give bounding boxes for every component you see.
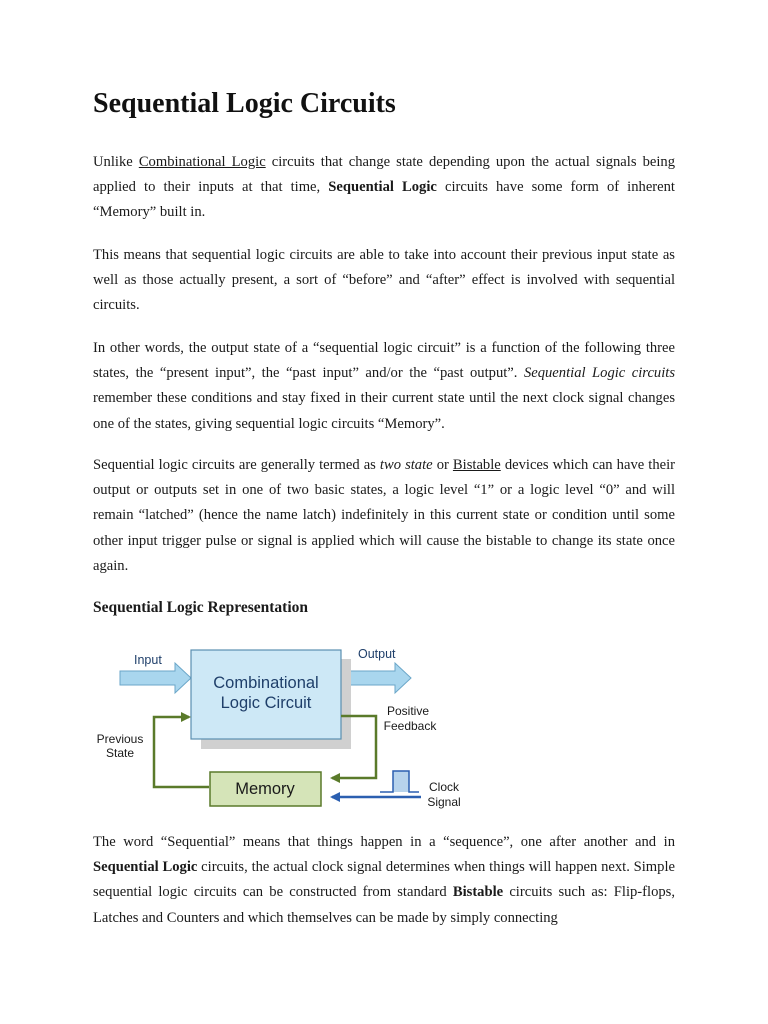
output-arrow <box>342 663 411 693</box>
p4-text-2: or <box>432 457 453 473</box>
previous-state-label-line1: Previous <box>96 732 144 746</box>
combinational-logic-link[interactable]: Combinational Logic <box>138 154 266 170</box>
bistable-link[interactable]: Bistable <box>452 457 501 473</box>
p3-text-1: In other words, the output state of a “sequential logic circuit” is a function of the following three states, the “present input”, the “past input” and/or the “past output”. <box>93 340 675 382</box>
p3-text-2: remember these conditions and stay fixed in their current state until the next clock signal changes one of the states, giving sequential logic circuits “Memory”. <box>93 390 675 432</box>
p4-text-3: devices which can have their output or outputs set in one of two basic states, a logic level “1” or a logic level “0” and will remain “latched” (hence the name latch) indefinitely in this current state or condition until some other input trigger pulse or signal is applied which will cause the bistable to change its state once again. <box>93 457 676 574</box>
section-heading: Sequential Logic Representation <box>93 599 308 616</box>
p5-bold-2: Bistable <box>452 884 504 901</box>
paragraph-sequential-word <box>93 830 675 931</box>
previous-state-label-line2: State <box>105 746 135 760</box>
paragraph-intro <box>93 150 675 226</box>
combinational-box-line1: Combinational <box>213 674 319 692</box>
output-label: Output <box>358 647 396 661</box>
input-label: Input <box>134 653 162 667</box>
feedback-label-line1: Positive <box>386 704 430 718</box>
p5-text-3: circuits such as: Flip-flops, Latches and Counters and which themselves can be made by simply connecting <box>93 884 675 926</box>
p3-italic: Sequential Logic circuits <box>523 365 676 382</box>
page-title: Sequential Logic Circuits <box>93 88 396 119</box>
p2-text: This means that sequential logic circuits are able to take into account their previous input state as well as those actually present, a sort of “before” and “after” effect is involved with sequential circuits. <box>93 247 675 314</box>
p1-text-3: circuits have some form of inherent “Memory” built in. <box>93 179 675 221</box>
p1-text-2: circuits that change state depending upon the actual signals being applied to their inputs at that time, <box>93 154 676 196</box>
paragraph-output-state <box>93 336 675 437</box>
memory-label: Memory <box>235 780 295 798</box>
paragraph-bistable <box>93 453 675 579</box>
p5-text-1: The word “Sequential” means that things happen in a “sequence”, one after another and in <box>93 834 675 850</box>
clock-label-line1: Clock <box>428 780 460 794</box>
p4-italic: two state <box>379 457 433 473</box>
sequential-logic-diagram <box>93 640 493 815</box>
p1-text-1: Unlike <box>93 154 139 170</box>
p5-text-2: circuits, the actual clock signal determines when things will happen next. Simple sequential logic circuits can be constructed from standard <box>93 859 675 901</box>
paragraph-before-after <box>93 243 675 319</box>
combinational-box-line2: Logic Circuit <box>220 694 312 712</box>
feedback-label-line2: Feedback <box>383 719 437 733</box>
p5-bold-1: Sequential Logic <box>93 859 198 876</box>
p1-bold: Sequential Logic <box>328 179 437 196</box>
input-arrow <box>120 663 191 693</box>
clock-pulse <box>380 771 419 792</box>
clock-label-line2: Signal <box>427 795 461 809</box>
p4-text-1: Sequential logic circuits are generally termed as <box>93 457 380 473</box>
